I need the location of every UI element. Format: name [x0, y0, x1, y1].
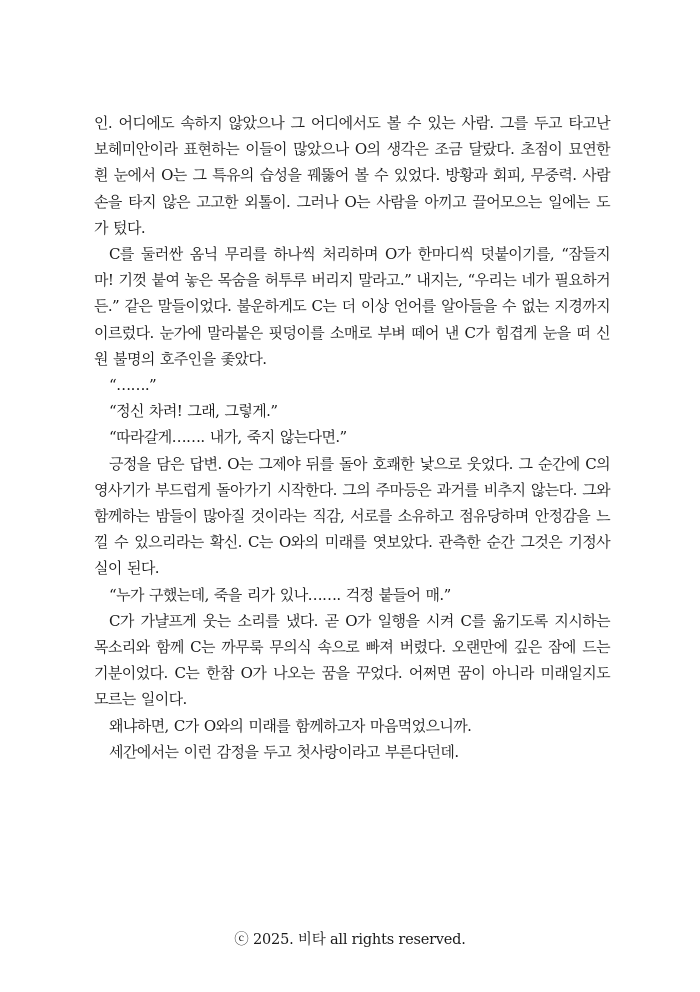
paragraph: C를 둘러싼 옴닉 무리를 하나씩 처리하며 O가 한마디씩 덧붙이기를, “잠들지 마! 기껏 붙여 놓은 목숨을 허투루 버리지 말라고.” 내지는, “우리는 네가 필요하거든.” 같은 말들이었다. 불운하게도 C는 더 이상 언어를 알아들을 수 없는 지경까지 이르렀다. 눈가에 말라붙은 핏덩이를 소매로 부벼 떼어 낸 C가 힘겹게 눈을 떠 신원 불명의 호주인을 좇았다. — [94, 245, 610, 368]
copyright-footer: ⓒ 2025. 비타 all rights reserved. — [234, 932, 466, 948]
dialogue-line: “…….” — [109, 376, 157, 395]
dialogue-line: “정신 차려! 그래, 그렇게.” — [109, 402, 278, 421]
body-text — [94, 110, 610, 765]
paragraph: 긍정을 담은 답변. O는 그제야 뒤를 돌아 호쾌한 낯으로 웃었다. 그 순간에 C의 영사기가 부드럽게 돌아가기 시작한다. 그의 주마등은 과거를 비추지 않는다. 그와 함께하는 밤들이 많아질 것이라는 직감, 서로를 소유하고 점유당하며 안정감을 느낄 수 있으리라는 확신. C는 O와의 미래를 엿보았다. 관측한 순간 그것은 기정사실이 된다. — [94, 454, 610, 578]
dialogue-line: “누가 구했는데, 죽을 리가 있나……. 걱정 붙들어 매.” — [109, 585, 451, 604]
dialogue-line: “따라갈게……. 내가, 죽지 않는다면.” — [109, 428, 347, 447]
paragraph: 왜냐하면, C가 O와의 미래를 함께하고자 마음먹었으니까. — [109, 716, 472, 735]
paragraph: 인. 어디에도 속하지 않았으나 그 어디에서도 볼 수 있는 사람. 그를 두고 타고난 보헤미안이라 표현하는 이들이 많았으나 O의 생각은 조금 달랐다. 초점이 묘연한 흰 눈에서 O는 그 특유의 습성을 꿰뚫어 볼 수 있었다. 방황과 회피, 무중력. 사람 손을 타지 않은 고고한 외톨이. 그러나 O는 사람을 아끼고 끌어모으는 일에는 도가 텄다. — [94, 114, 610, 237]
paragraph: 세간에서는 이런 감정을 두고 첫사랑이라고 부른다던데. — [109, 742, 459, 761]
paragraph: C가 가냘프게 웃는 소리를 냈다. 곧 O가 일행을 시켜 C를 옮기도록 지시하는 목소리와 함께 C는 까무룩 무의식 속으로 빠져 버렸다. 오랜만에 깊은 잠에 드는 기분이었다. C는 한참 O가 나오는 꿈을 꾸었다. 어쩌면 꿈이 아니라 미래일지도 모르는 일이다. — [94, 611, 610, 709]
